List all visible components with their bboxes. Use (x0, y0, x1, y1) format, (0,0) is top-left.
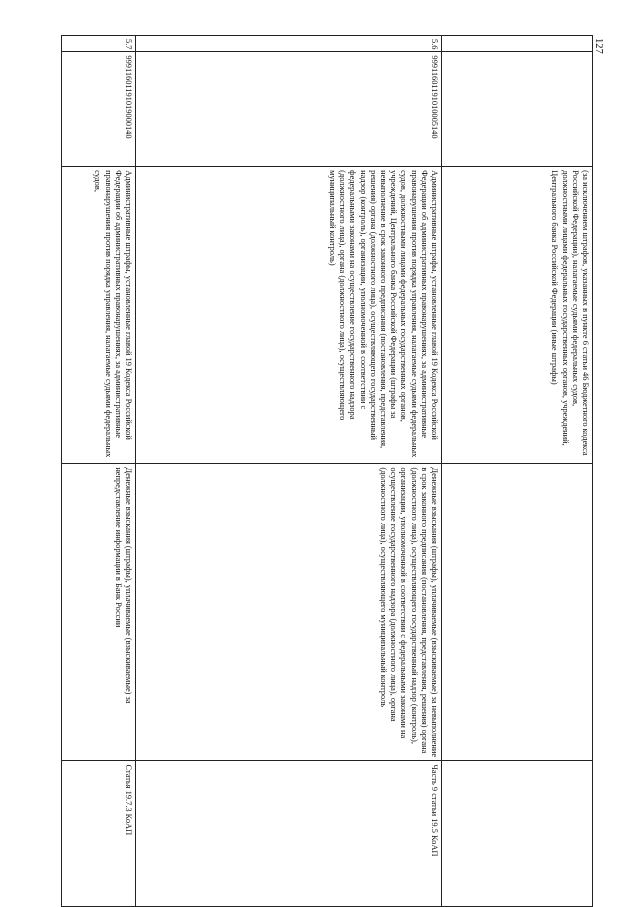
row-number-cell (442, 36, 593, 52)
code-cell: 99911601191010005140 (136, 52, 442, 167)
reference-cell: Статья 19.7.3 КоАП (62, 761, 136, 907)
document-table (61, 35, 593, 907)
name-cell: Административные штрафы, установленные главой 19 Кодекса Российской Федерации об административных правонарушениях, за административные правонарушения против порядка управления, налагаемые судьями федеральных судов, (62, 167, 136, 464)
table-row (62, 36, 136, 907)
reference-cell: Часть 9 статьи 19.5 КоАП (136, 761, 442, 907)
rotated-table-wrapper (73, 35, 593, 907)
name-cell: (за исключением штрафов, указанных в пункте 6 статьи 46 Бюджетного кодекса Российской Федерации), налагаемые судьями федеральных судов, должностными лицами федеральных государственных органов, учреждений, Центрального банка Российской Федерации (иные штрафы) (442, 167, 593, 464)
table-row (136, 36, 442, 907)
table-row (442, 36, 593, 907)
row-number-cell: 5.7 (62, 36, 136, 52)
row-number-cell: 5.6 (136, 36, 442, 52)
description-cell (442, 464, 593, 761)
description-cell: Денежные взыскания (штрафы), уплачиваемые (взыскиваемые) за невыполнение в срок законного предписания (постановления, представления, решения) органа (должностного лица), осуществляющего государственный надзор (контроль), организации, уполномоченной в соответствии с федеральными законами на осуществление государственного надзора (должностного лица), органа (должностного лица), осуществляющего муниципальный контроль (136, 464, 442, 761)
description-cell: Денежные взыскания (штрафы), уплачиваемые (взыскиваемые) за непредставление информации в Банк России (62, 464, 136, 761)
name-cell: Административные штрафы, установленные главой 19 Кодекса Российской Федерации об административных правонарушениях, за административные правонарушения против порядка управления, налагаемые судьями федеральных судов, должностными лицами федеральных государственных органов, учреждений, Центрального банка Российской Федерации (штрафы за невыполнение в срок законного предписания (постановления, представления, решения) органа (должностного лица), осуществляющего государственный надзор (контроль), организации, уполномоченной в соответствии с федеральными законами на осуществление государственного надзора (должностного лица), органа (должностного лица), осуществляющего муниципальный контроль) (136, 167, 442, 464)
code-cell: 99911601191019000140 (62, 52, 136, 167)
page-number: 127 (593, 38, 604, 54)
code-cell (442, 52, 593, 167)
reference-cell (442, 761, 593, 907)
